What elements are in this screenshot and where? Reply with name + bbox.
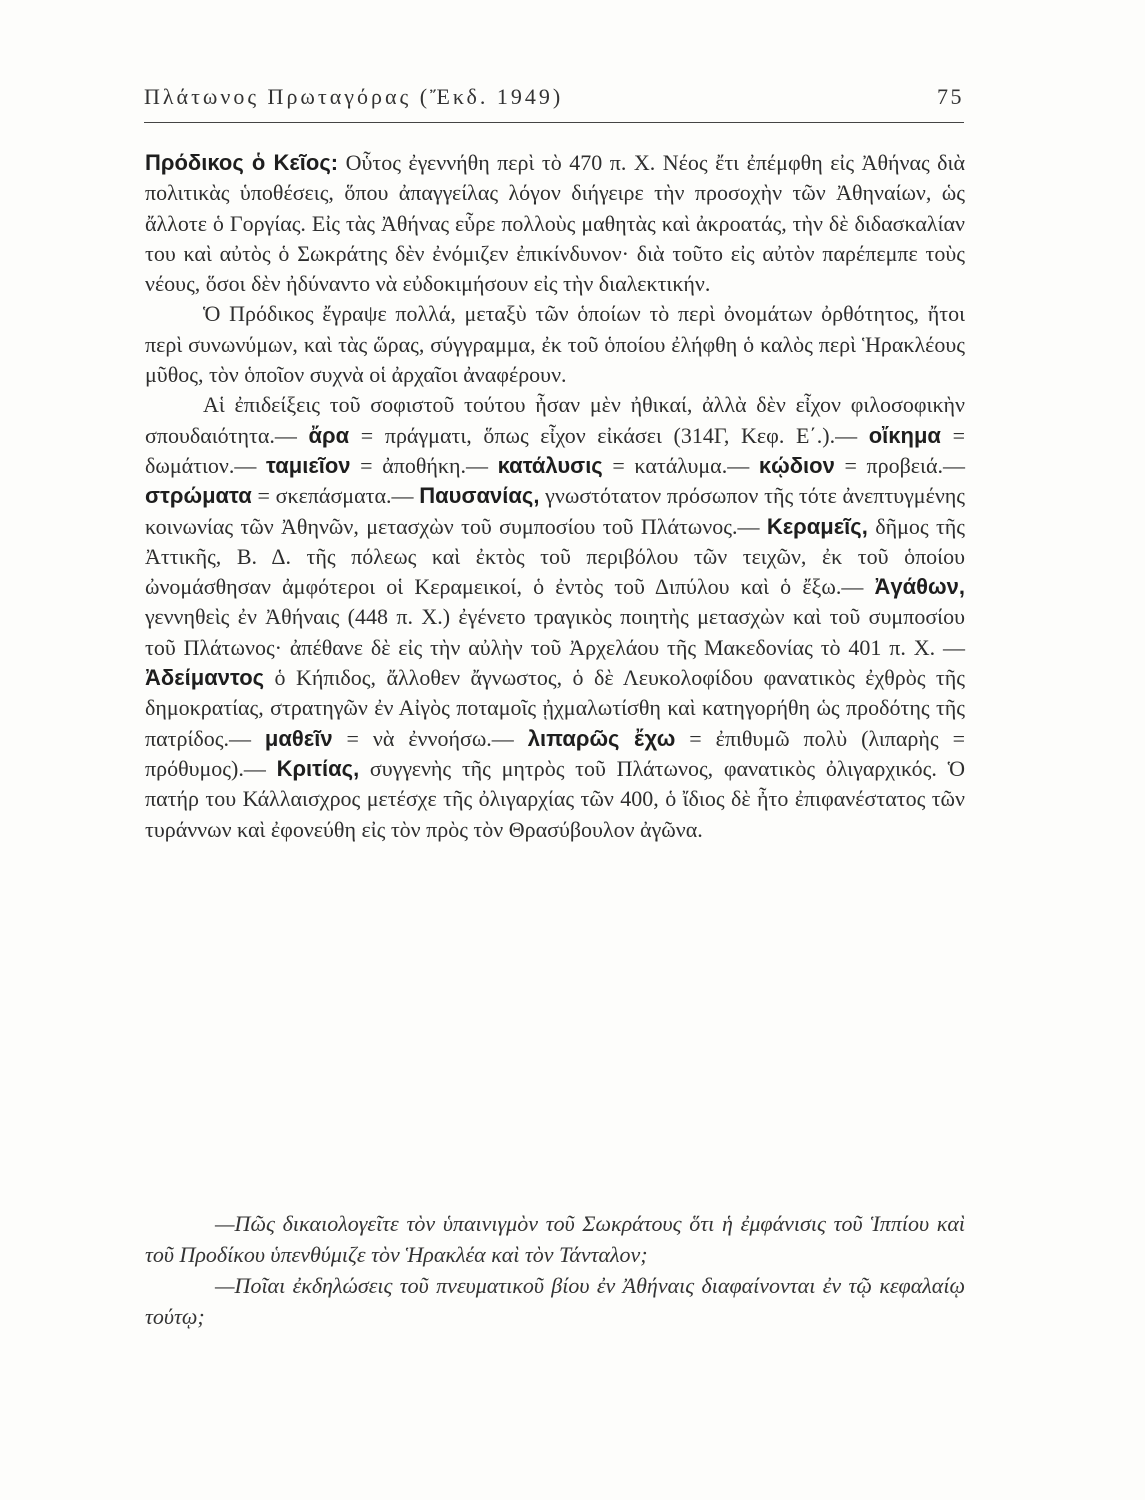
gloss-term: Κεραμεῖς, xyxy=(766,513,868,539)
gloss-term: Ἀγάθων, xyxy=(874,574,965,600)
gloss-term: Ἀδείμαντος xyxy=(145,665,265,691)
term-prodicus: Πρόδικος ὁ Κεῖος: xyxy=(145,150,339,175)
glossary-text: ὁ Κήπιδος, ἄλλοθεν ἄγνωστος, ὁ δὲ Λευκολοφίδου φανατικὸς ἐχθρὸς τῆς δημοκρατίας, στρατηγῶν ἐν Αἰγὸς ποταμοῖς ᾐχμαλωτίσθη καὶ κατηγορήθη ὡς προδότης τῆς πατρίδος.— xyxy=(145,665,965,751)
gloss-term: κατάλυσις xyxy=(497,452,603,478)
glossary-text: = προβειά.— xyxy=(834,452,965,478)
study-questions xyxy=(145,1208,965,1332)
gloss-term: Κριτίας, xyxy=(276,755,360,781)
glossary-text: Αἱ ἐπιδείξεις τοῦ σοφιστοῦ τούτου ἦσαν μὲν ἠθικαί, ἀλλὰ δὲν εἶχον φιλοσοφικὴν σπουδαιότητα.— xyxy=(145,392,965,448)
glossary-text: δῆμος τῆς Ἀττικῆς, Β. Δ. τῆς πόλεως καὶ ἐκτὸς τοῦ περιβόλου τῶν τειχῶν, ἐκ τοῦ ὁποίου ὠνομάσθησαν ἀμφότεροι οἱ Κεραμεικοί, ὁ ἐντὸς τοῦ Διπύλου καὶ ὁ ἔξω.— xyxy=(145,513,965,600)
running-header xyxy=(144,84,964,110)
paragraph-writings: Ὁ Πρόδικος ἔγραψε πολλά, μεταξὺ τῶν ὁποίων τὸ περὶ ὀνομάτων ὀρθότητος, ἤτοι περὶ συνωνύμων, καὶ τὰς ὥρας, σύγγραμμα, ἐκ τοῦ ὁποίου ἐλήφθη ὁ καλὸς περὶ Ἡρακλέους μῦθος, τὸν ὁποῖον συχνὰ οἱ ἀρχαῖοι ἀναφέρουν. xyxy=(145,301,965,388)
glossary-text: συγγενὴς τῆς μητρὸς τοῦ Πλάτωνος, φανατικὸς ὀλιγαρχικός. Ὁ πατήρ του Κάλλαισχρος μετέσχε τῆς ὀλιγαρχίας τῶν 400, ὁ ἴδιος δὲ ἦτο ἐπιφανέστατος τῶν τυράννων καὶ ἐφονεύθη εἰς τὸν πρὸς τὸν Θρασύβουλον ἀγῶνα. xyxy=(145,755,965,842)
page-number: 75 xyxy=(937,84,964,109)
glossary-text: γνωστότατον πρόσωπον τῆς τότε ἀνεπτυγμένης κοινωνίας τῶν Ἀθηνῶν, μετασχὼν τοῦ συμποσίου τοῦ Πλάτωνος.— xyxy=(145,483,966,539)
glossary-text: = σκεπάσματα.— xyxy=(251,483,420,509)
glossary-text: = δωμάτιον.— xyxy=(145,422,965,478)
header-title: Πλάτωνος Πρωταγόρας (Ἔκδ. 1949) xyxy=(144,84,564,109)
gloss-term: κῴδιον xyxy=(758,452,835,478)
question-item: —Ποῖαι ἐκδηλώσεις τοῦ πνευματικοῦ βίου ἐν Ἀθήναις διαφαίνονται ἐν τῷ κεφαλαίῳ τούτῳ; xyxy=(145,1273,965,1329)
paragraph-glossary xyxy=(145,390,965,844)
gloss-term: Παυσανίας, xyxy=(419,483,540,509)
gloss-term: μαθεῖν xyxy=(264,725,333,751)
glossary-text: γεννηθεὶς ἐν Ἀθήναις (448 π. Χ.) ἐγένετο τραγικὸς ποιητὴς μετασχὼν καὶ τοῦ συμποσίου τοῦ Πλάτωνος· ἀπέθανε δὲ εἰς τὴν αὐλὴν τοῦ Ἀρχελάου τῆς Μακεδονίας τὸ 401 π. Χ. — xyxy=(145,604,965,660)
commentary-body xyxy=(145,148,965,845)
paragraph-prodicus xyxy=(145,148,965,299)
paragraph-text: Οὗτος ἐγεννήθη περὶ τὸ 470 π. Χ. Νέος ἔτι ἐπέμφθη εἰς Ἀθήνας διὰ πολιτικὰς ὑποθέσεις, ὅπου ἀπαγγείλας λόγον διήγειρε τὴν προσοχὴν τῶν Ἀθηναίων, ὡς ἄλλοτε ὁ Γοργίας. Εἰς τὰς Ἀθήνας εὗρε πολλοὺς μαθητὰς καὶ ἀκροατάς, τὴν δὲ διδασκαλίαν του καὶ αὐτὸς ὁ Σωκράτης δὲν ἐνόμιζεν ἐπικίνδυνον· διὰ τοῦτο εἰς αὐτὸν παρέπεμπε τοὺς νέους, ὅσοι δὲν ἠδύναντο νὰ εὐδοκιμήσουν εἰς τὴν διαλεκτικήν. xyxy=(145,150,965,297)
gloss-term: λιπαρῶς ἔχω xyxy=(527,725,676,751)
glossary-text: = πράγματι, ὅπως εἶχον εἰκάσει (314Γ, Κεφ. Ε΄.).— xyxy=(349,422,869,448)
glossary-text: = κατάλυμα.— xyxy=(602,452,759,478)
gloss-term: ἄρα xyxy=(308,422,350,448)
gloss-term: οἴκημα xyxy=(868,422,941,448)
glossary-text: = νὰ ἐννοήσω.— xyxy=(332,725,528,751)
header-rule xyxy=(144,122,964,123)
gloss-term: στρώματα xyxy=(145,483,252,509)
glossary-text: = ἐπιθυμῶ πολὺ (λιπαρὴς = πρόθυμος).— xyxy=(145,725,965,781)
question-item: —Πῶς δικαιολογεῖτε τὸν ὑπαινιγμὸν τοῦ Σωκράτους ὅτι ἡ ἐμφάνισις τοῦ Ἱππίου καὶ τοῦ Προδίκου ὑπενθύμιζε τὸν Ἡρακλέα καὶ τὸν Τάνταλον; xyxy=(145,1211,965,1267)
gloss-term: ταμιεῖον xyxy=(266,452,351,478)
glossary-text: = ἀποθήκη.— xyxy=(350,452,498,478)
